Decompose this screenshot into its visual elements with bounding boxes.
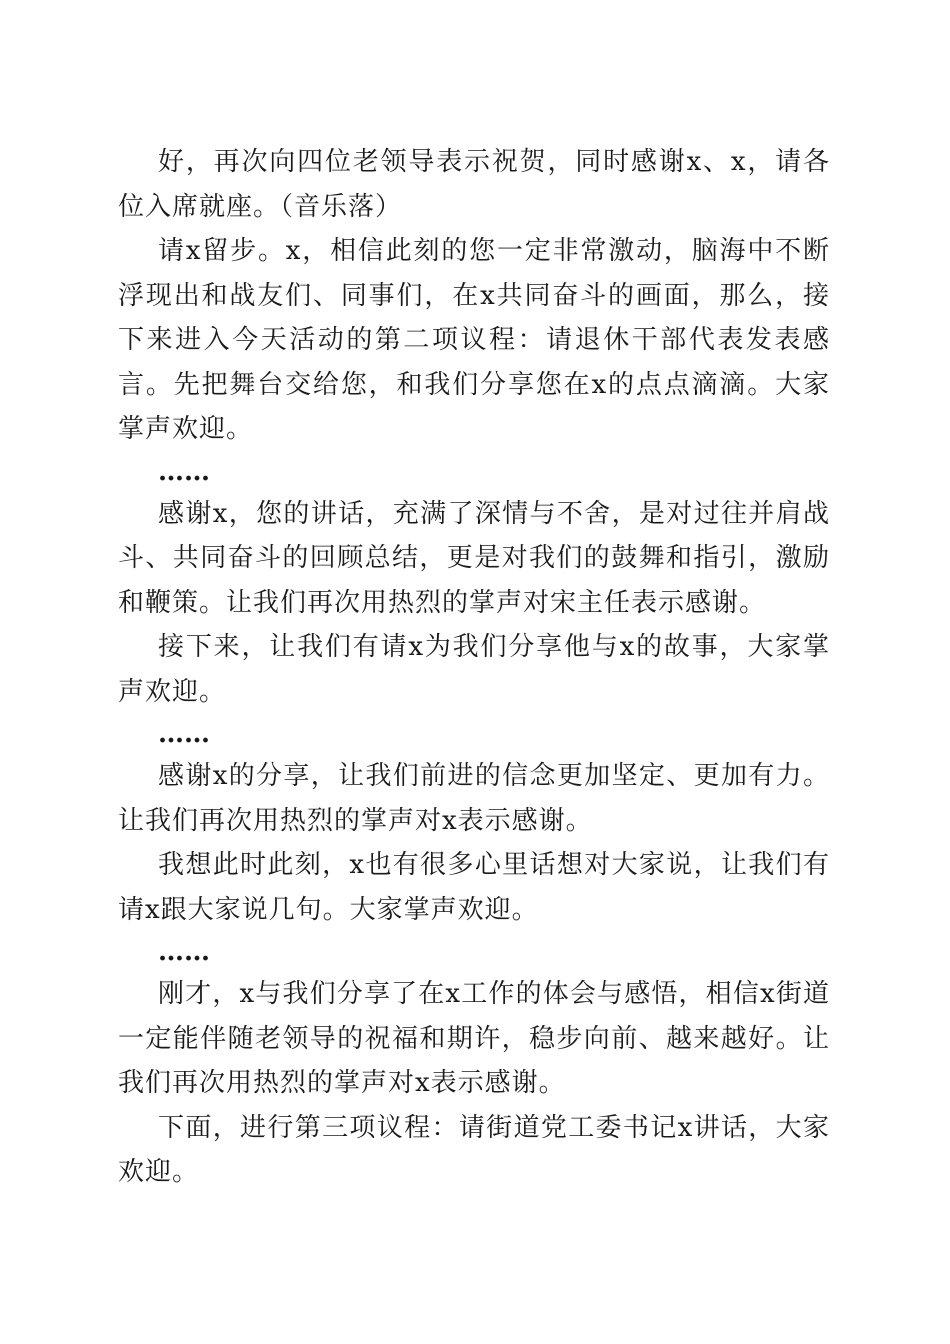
paragraph-8: 下面，进行第三项议程：请街道党工委书记x讲话，大家欢迎。 xyxy=(118,1112,830,1187)
ellipsis-3: …… xyxy=(158,937,210,967)
paragraph-4: 接下来，让我们有请x为我们分享他与x的故事，大家掌声欢迎。 xyxy=(118,632,830,707)
paragraph-2: 请x留步。x，相信此刻的您一定非常激动，脑海中不断浮现出和战友们、同事们，在x共同奋斗的画面，那么，接下来进入今天活动的第二项议程：请退休干部代表发表感言。先把舞台交给您，和我们分享您在x的点点滴滴。大家掌声欢迎。 xyxy=(118,236,830,444)
document-body xyxy=(118,140,830,1195)
paragraph-6: 我想此时此刻，x也有很多心里话想对大家说，让我们有请x跟大家说几句。大家掌声欢迎。 xyxy=(118,850,830,925)
paragraph-3: 感谢x，您的讲话，充满了深情与不舍，是对过往并肩战斗、共同奋斗的回顾总结，更是对我们的鼓舞和指引，激励和鞭策。让我们再次用热烈的掌声对宋主任表示感谢。 xyxy=(118,498,830,618)
ellipsis-1: …… xyxy=(158,456,210,487)
ellipsis-2: …… xyxy=(158,719,210,749)
paragraph-5: 感谢x的分享，让我们前进的信念更加坚定、更加有力。让我们再次用热烈的掌声对x表示感谢。 xyxy=(118,761,830,836)
paragraph-1: 好，再次向四位老领导表示祝贺，同时感谢x、x，请各位入席就座。（音乐落） xyxy=(118,147,830,222)
paragraph-7: 刚才，x与我们分享了在x工作的体会与感悟，相信x街道一定能伴随老领导的祝福和期许，稳步向前、越来越好。让我们再次用热烈的掌声对x表示感谢。 xyxy=(118,979,830,1098)
